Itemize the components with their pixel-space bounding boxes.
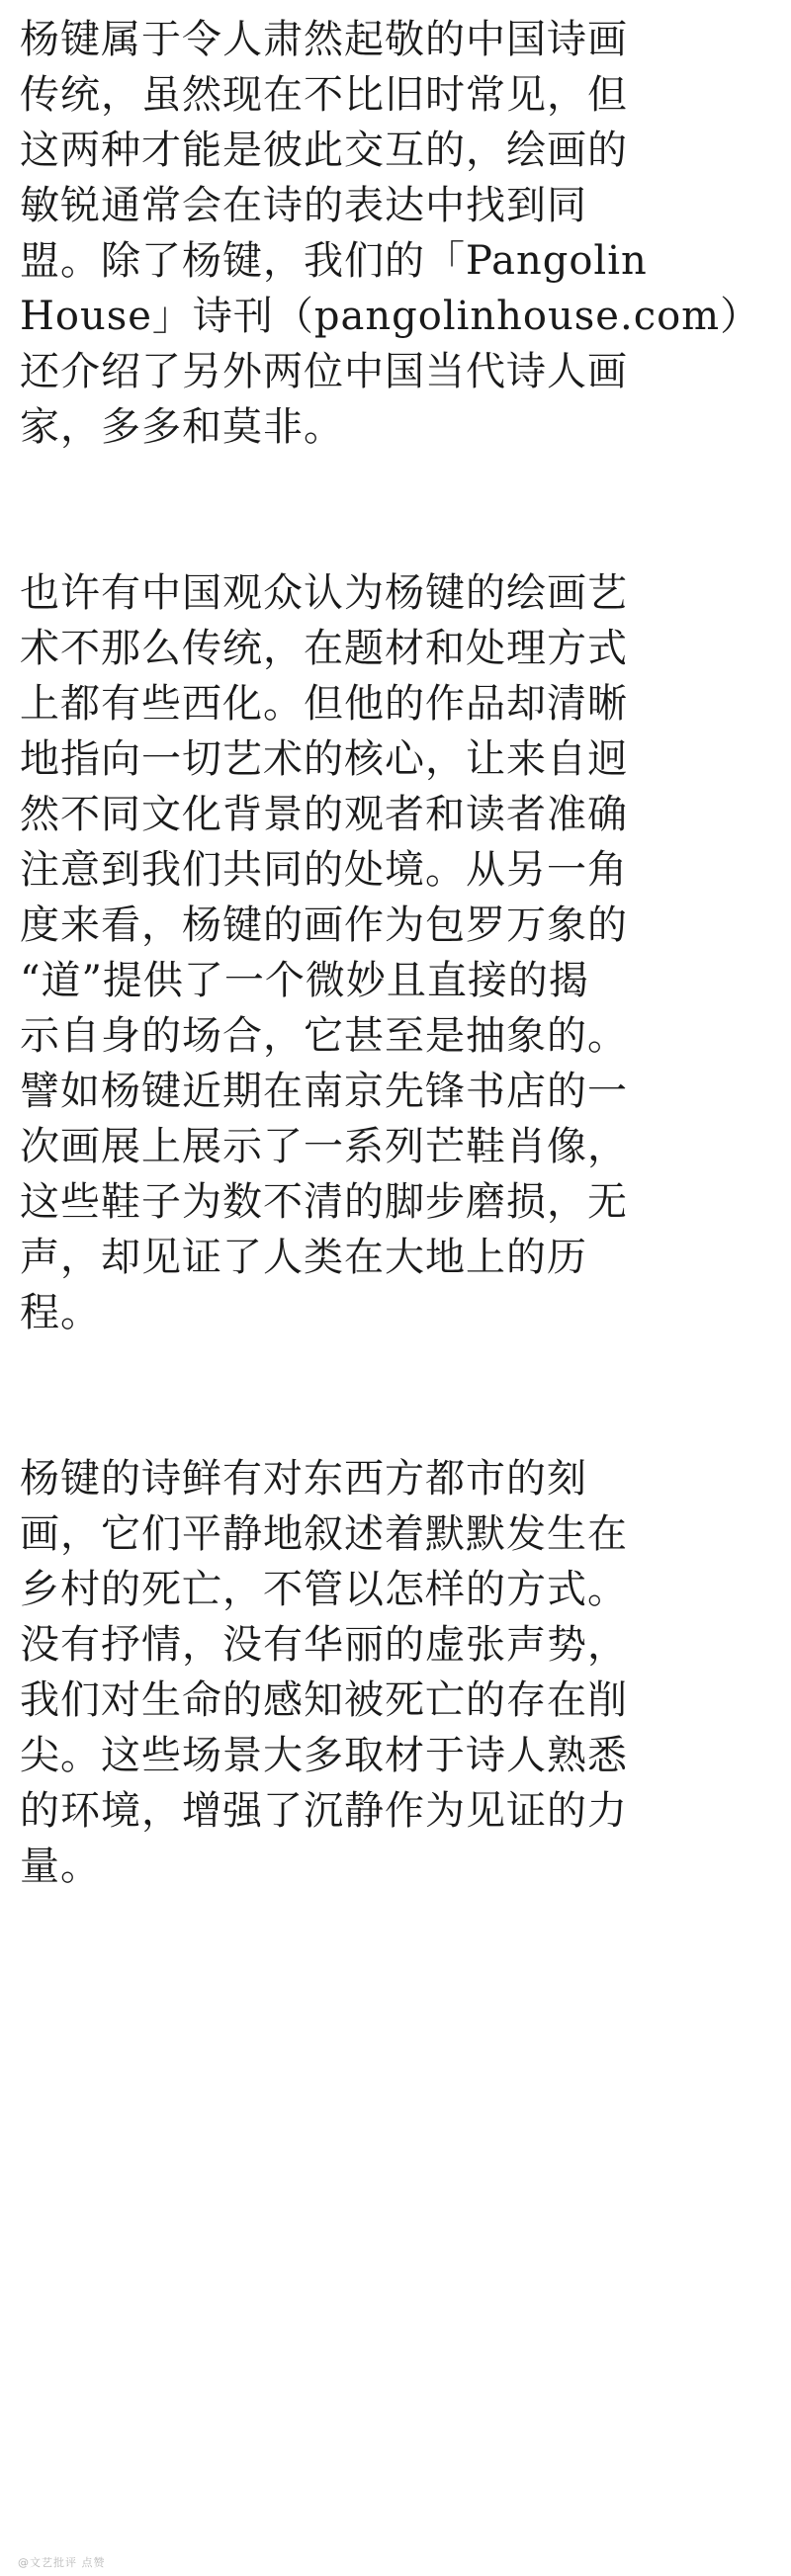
text-line: 盟。除了杨键，我们的「Pangolin [20, 238, 648, 284]
watermark-text: @文艺批评 点赞 [18, 2556, 106, 2569]
text-line: 这两种才能是彼此交互的，绘画的 [20, 128, 628, 173]
text-line: 传统，虽然现在不比旧时常见，但 [20, 72, 628, 118]
text-line: 杨键的诗鲜有对东西方都市的刻 [20, 1456, 587, 1502]
text-line: 这些鞋子为数不清的脚步磨损，无 [20, 1179, 628, 1225]
text-line: 上都有些西化。但他的作品却清晰 [20, 681, 628, 727]
text-line: 譬如杨键近期在南京先锋书店的一 [20, 1069, 628, 1114]
text-line: 杨键属于令人肃然起敬的中国诗画 [20, 17, 628, 62]
text-line: 我们对生命的感知被死亡的存在削 [20, 1677, 628, 1723]
text-line: 没有抒情，没有华丽的虚张声势， [20, 1622, 628, 1668]
text-line: 家，多多和莫非。 [20, 404, 344, 450]
text-line: 尖。这些场景大多取材于诗人熟悉 [20, 1733, 628, 1778]
text-line: 敏锐通常会在诗的表达中找到同 [20, 183, 587, 228]
text-line: 术不那么传统，在题材和处理方式 [20, 626, 628, 671]
text-line: 乡村的死亡，不管以怎样的方式。 [20, 1567, 628, 1612]
text-line: 画，它们平静地叙述着默默发生在 [20, 1511, 628, 1557]
paragraph-spacer [20, 455, 771, 565]
text-line: 程。 [20, 1290, 101, 1335]
paragraph-2 [20, 565, 771, 1340]
text-line: 次画展上展示了一系列芒鞋肖像， [20, 1124, 628, 1169]
text-line: 还介绍了另外两位中国当代诗人画 [20, 349, 628, 394]
paragraph-spacer [20, 1340, 771, 1451]
text-line: 也许有中国观众认为杨键的绘画艺 [20, 570, 628, 616]
text-line: 地指向一切艺术的核心，让来自迥 [20, 736, 628, 782]
paragraph-3 [20, 1451, 771, 1894]
text-line: 度来看，杨键的画作为包罗万象的 [20, 902, 628, 948]
text-line: 量。 [20, 1844, 101, 1889]
text-line: “道”提供了一个微妙且直接的揭 [20, 958, 589, 1003]
text-line: House」诗刊（pangolinhouse.com） [20, 294, 761, 339]
text-line: 的环境，增强了沉静作为见证的力 [20, 1788, 628, 1834]
article-body [20, 12, 771, 1894]
text-line: 注意到我们共同的处境。从另一角 [20, 847, 628, 893]
text-line: 然不同文化背景的观者和读者准确 [20, 792, 628, 837]
text-line: 声，却见证了人类在大地上的历 [20, 1235, 587, 1280]
paragraph-1 [20, 12, 771, 455]
text-line: 示自身的场合，它甚至是抽象的。 [20, 1013, 628, 1059]
